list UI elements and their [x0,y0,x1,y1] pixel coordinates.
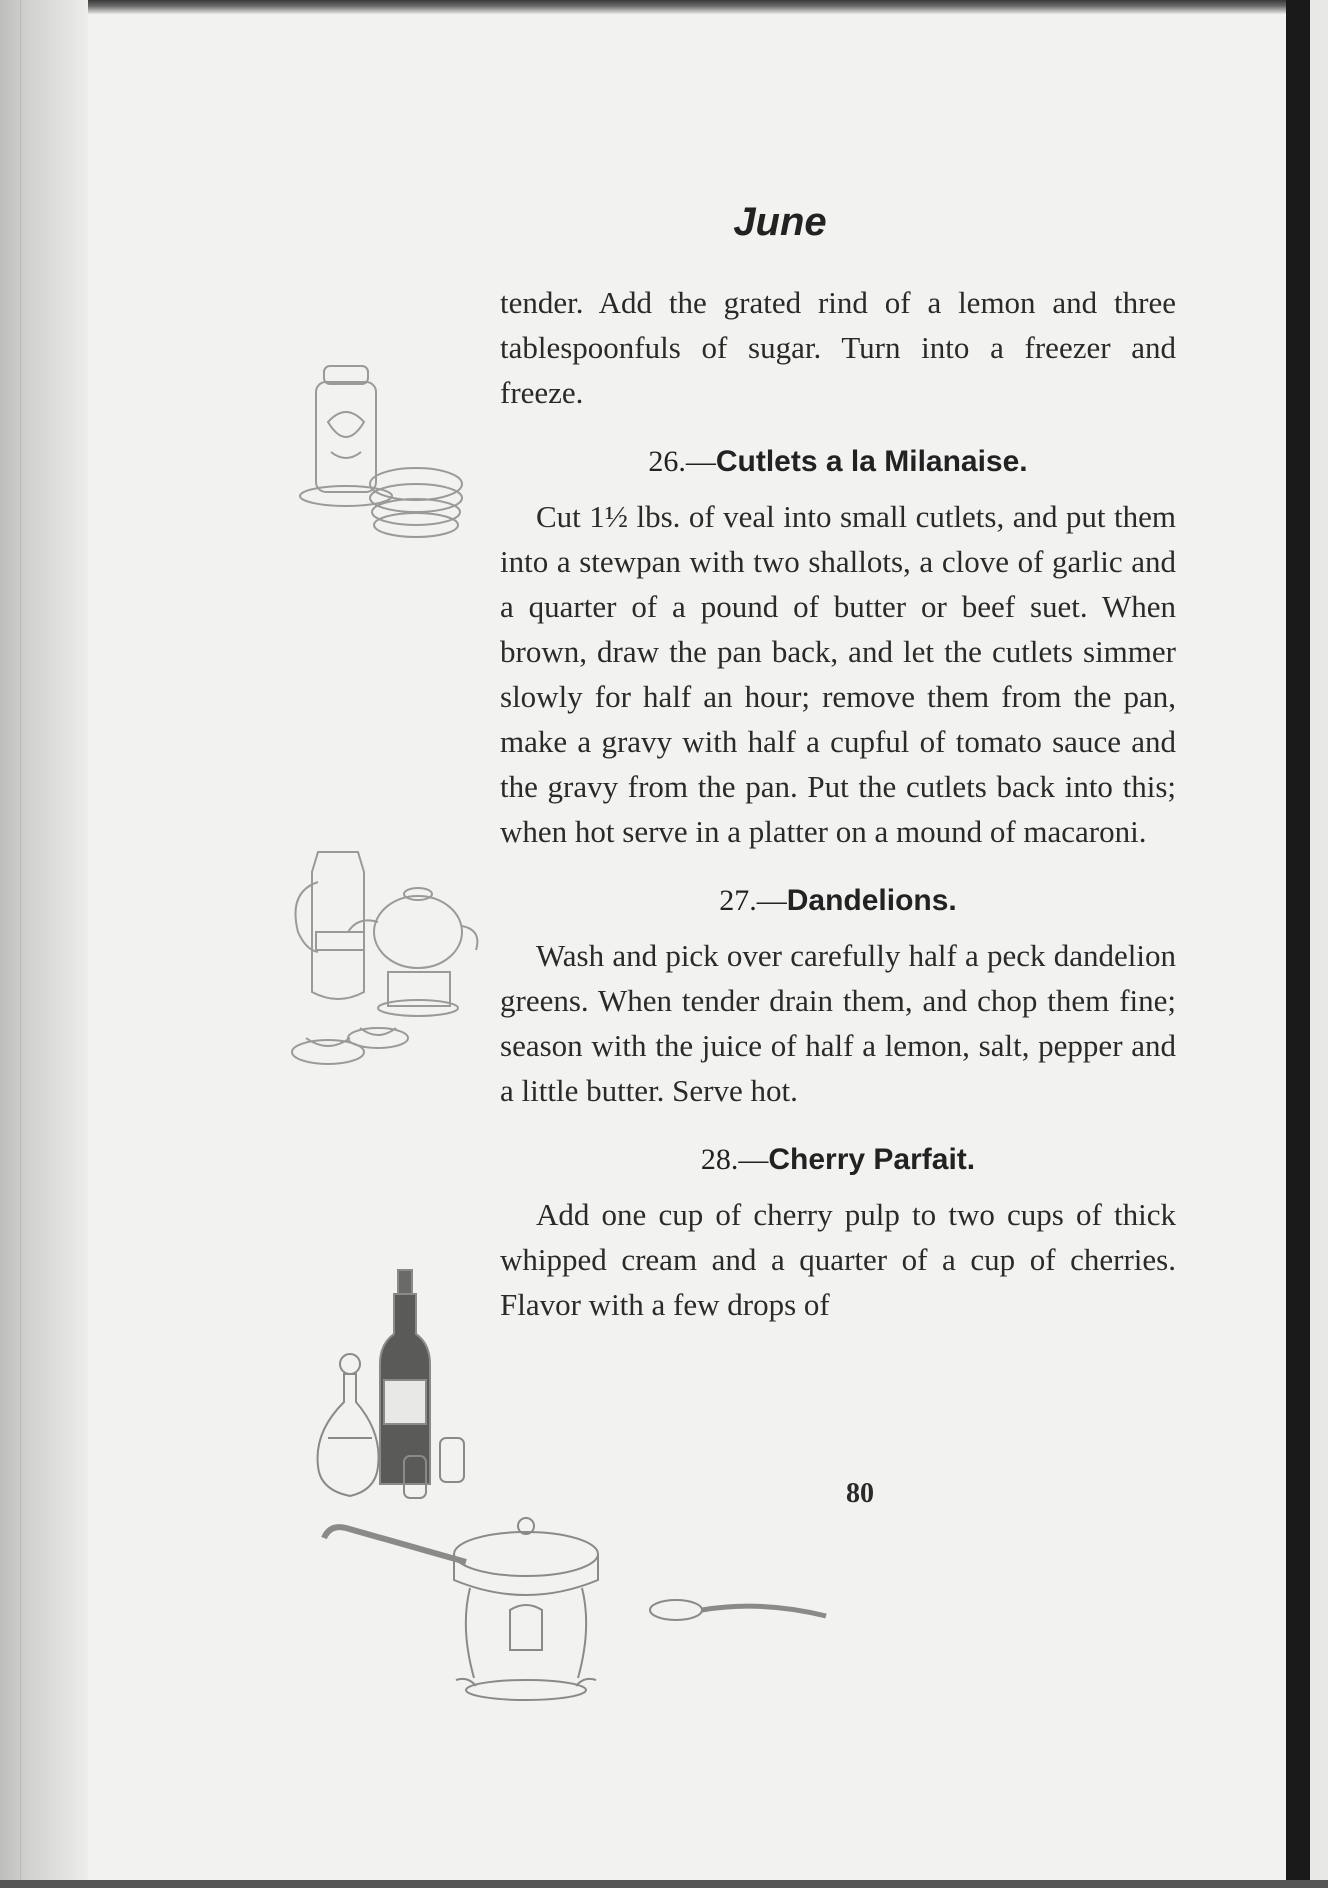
recipe-title: Cherry Parfait. [768,1143,976,1176]
bottles-and-cruets-illustration [308,1268,478,1508]
recipe-title: Cutlets a la Milanaise. [715,445,1028,478]
opening-paragraph: tender. Add the grated rind of a lemon and three tablespoonfuls of sugar. Turn into a freezer and freeze. [500,285,1176,410]
facing-page-edge [1310,0,1328,1888]
recipe-text: Add one cup of cherry pulp to two cups of thick whipped cream and a quarter of a cup of cherries. Flavor with a few drops of [500,1197,1176,1322]
recipe-number: 26.— [648,445,716,478]
recipe-text: Cut 1½ lbs. of veal into small cutlets, and put them into a stewpan with two shallots, a clove of garlic and a quarter of a pound of butter or beef suet. When brown, draw the pan back, and let the cutlets simmer slowly for half an hour; remove them from the pan, make a gravy with half a cupful of tomato sauce and the gravy from the pan. Put the cutlets back into this; when hot serve in a platter on a mound of macaroni. [500,499,1176,849]
recipe-heading [500,878,1176,923]
canister-and-plates-illustration [296,362,466,552]
recipe-number: 27.— [719,884,787,917]
pitcher-and-teapot-illustration [288,842,488,1092]
recipe-text: Wash and pick over carefully half a peck dandelion greens. When tender drain them, and chop them fine; season with the juice of half a lemon, salt, pepper and a little butter. Serve hot. [500,938,1176,1108]
bottom-edge [0,1880,1328,1888]
page-number: 80 [846,1478,874,1509]
running-head: June [733,200,827,244]
recipe-title: Dandelions. [786,884,957,917]
binding-gutter [1286,0,1310,1888]
page-stack-edge [0,0,88,1888]
recipe-number: 28.— [700,1143,769,1176]
top-edge [0,0,1328,14]
recipe-heading [500,1137,1176,1182]
recipe-heading [500,439,1176,484]
page-body [500,280,1176,1327]
chafing-dish-and-spoon-illustration [320,1510,840,1730]
